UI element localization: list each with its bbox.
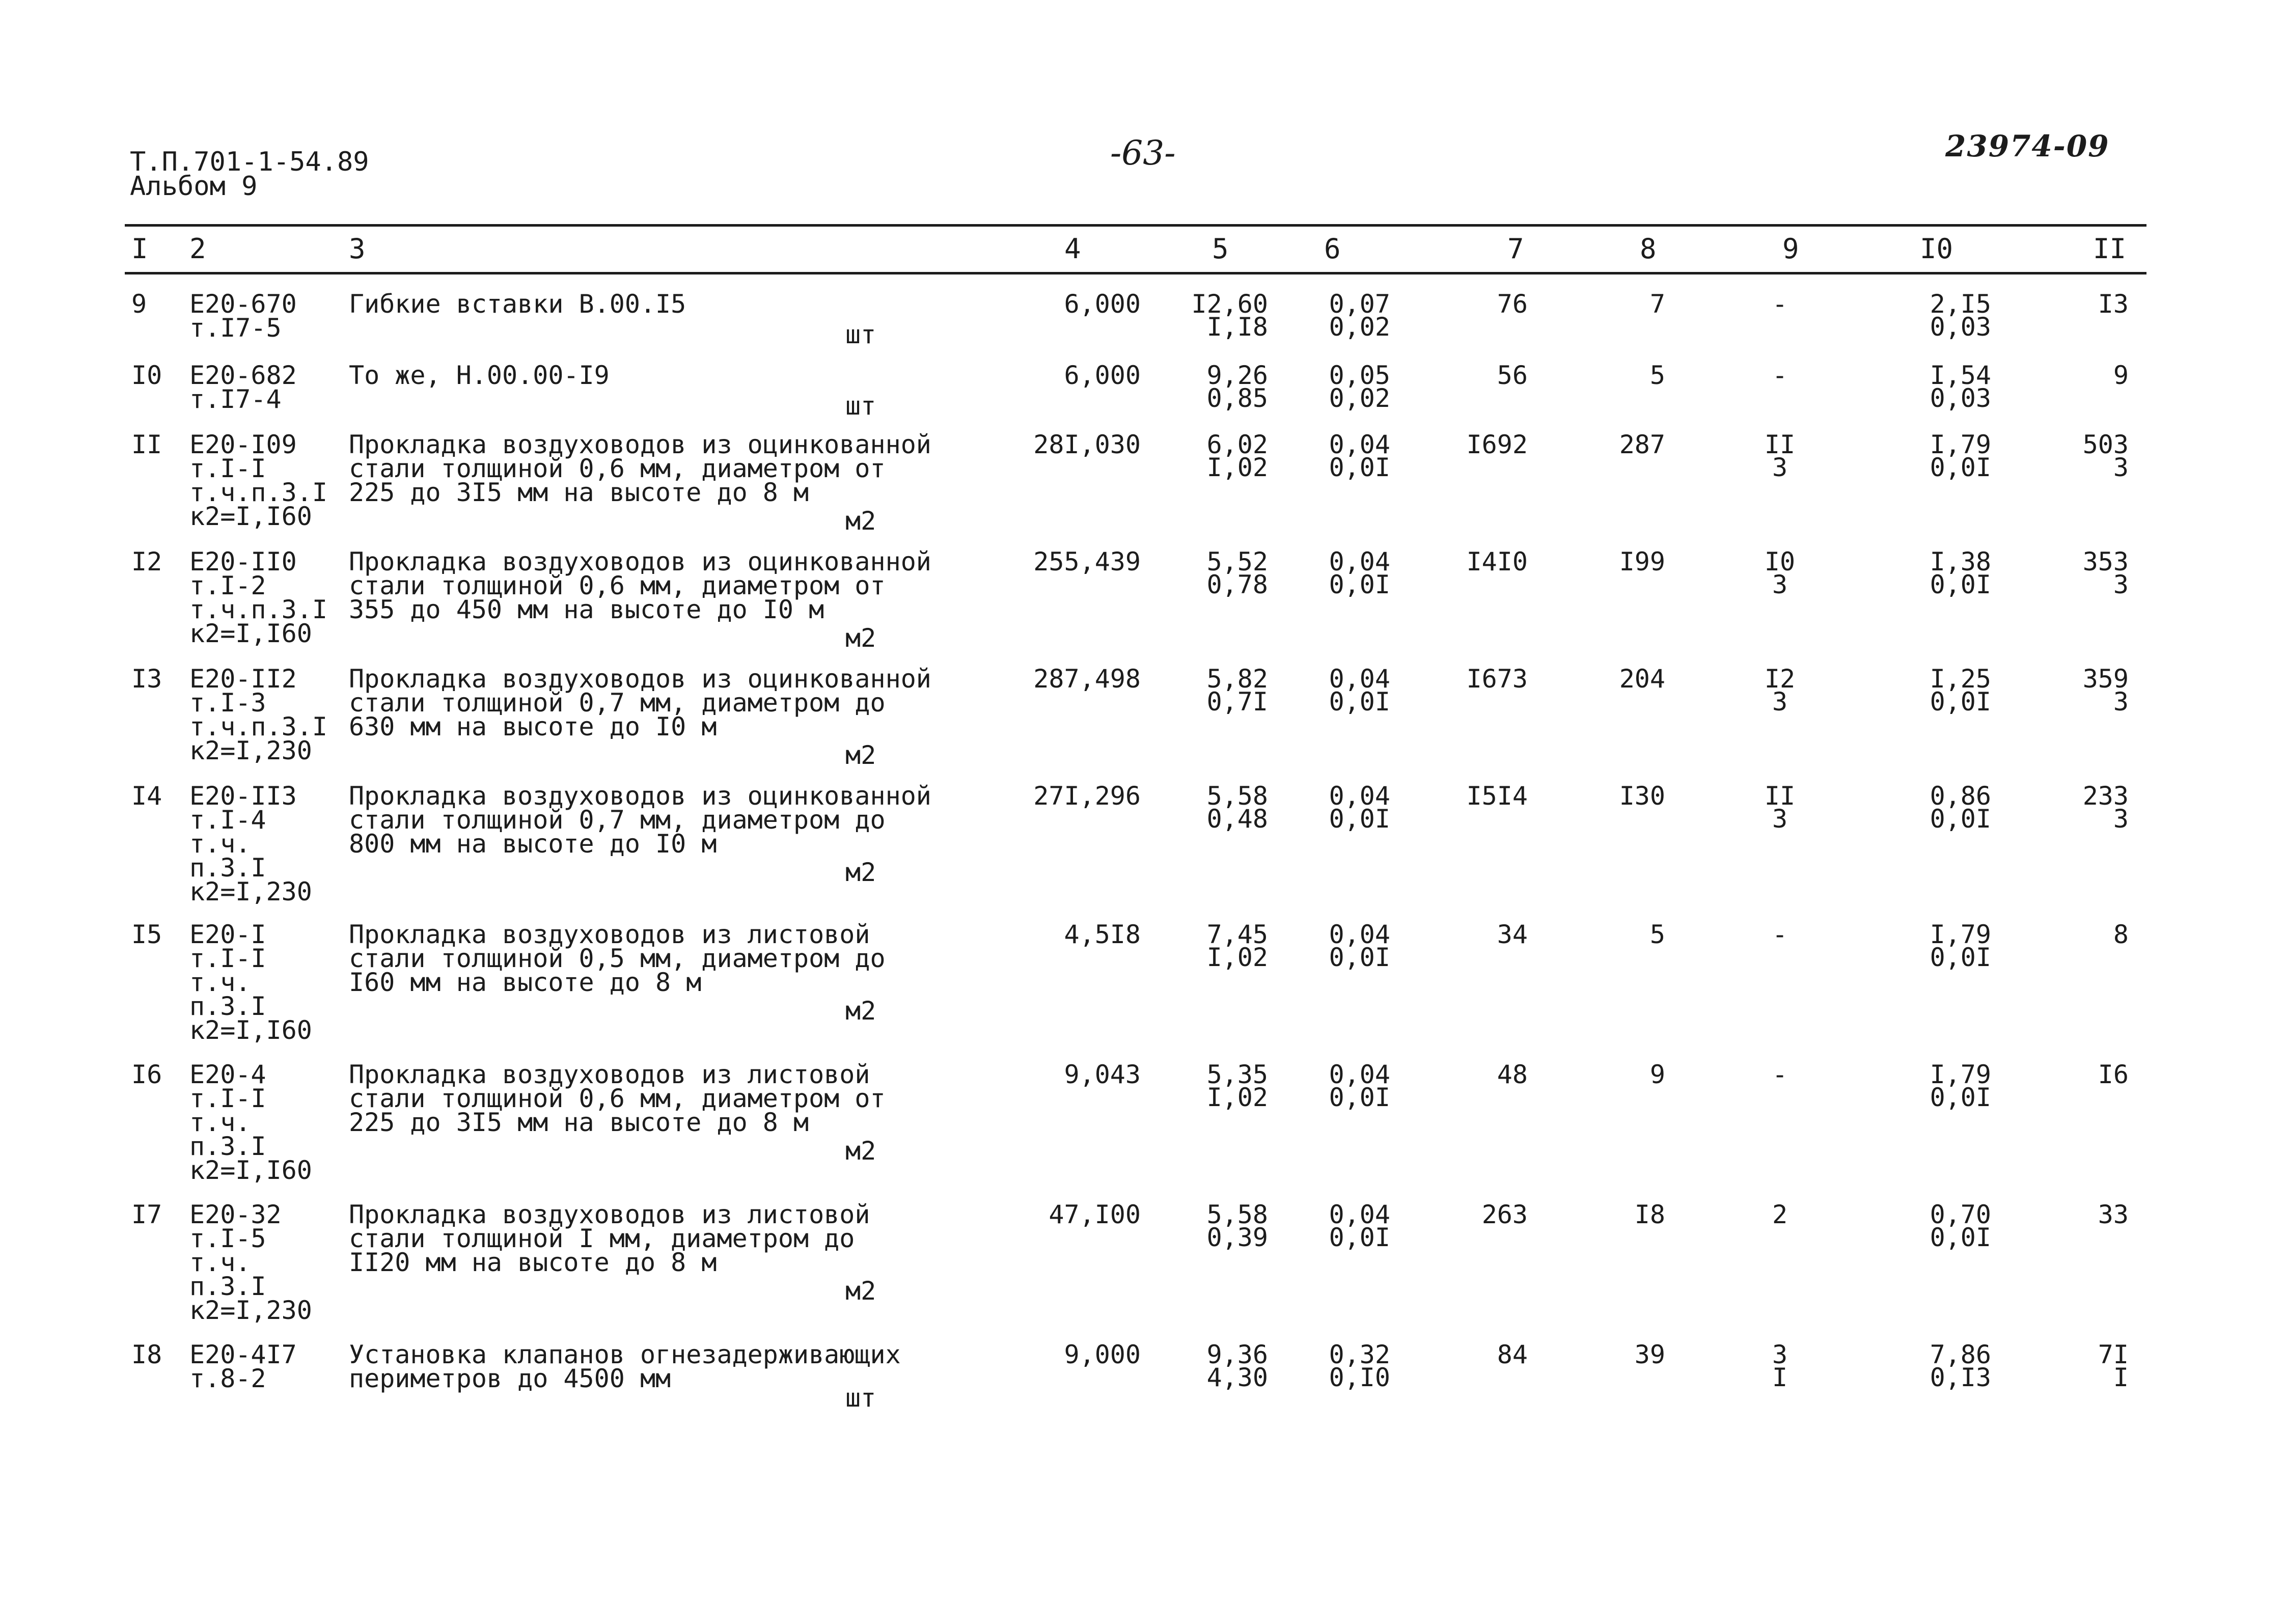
col8-value: 7: [1649, 289, 1665, 319]
col11-values-line: 3: [2113, 804, 2129, 834]
work-description-line: периметров до 4500 мм: [349, 1364, 671, 1393]
col8-value: 39: [1634, 1340, 1665, 1369]
col10-values-line: 0,0I: [1930, 943, 1991, 972]
col9-values: [1757, 1340, 1803, 1392]
col10-values-line: I,79: [1930, 920, 1991, 949]
resource-code-line: т.I-3: [189, 688, 266, 718]
col9-values-line: -: [1772, 1060, 1788, 1089]
col11-values-line: I3: [2098, 289, 2129, 319]
col7-value: 56: [1497, 361, 1528, 390]
col10-values-line: 0,0I: [1930, 570, 1991, 599]
resource-code-line: к2=I,I60: [189, 1015, 312, 1045]
col6-values-line: 0,04: [1329, 430, 1390, 459]
work-description-line: стали толщиной 0,5 мм, диаметром до: [349, 944, 886, 973]
col10-values-line: I,79: [1930, 1060, 1991, 1089]
resource-code-line: п.3.I: [189, 853, 266, 883]
col8-value: 5: [1649, 361, 1665, 390]
col10-values: [1915, 1060, 1991, 1112]
col11-values: [2078, 1340, 2129, 1392]
col9-values-line: 3: [1772, 570, 1788, 599]
work-description-line: стали толщиной 0,7 мм, диаметром до: [349, 805, 886, 835]
col9-values: [1757, 664, 1803, 717]
resource-code-line: к2=I,I60: [189, 1155, 312, 1185]
quantity-value: 4,5I8: [1064, 920, 1141, 949]
col10-values: [1915, 920, 1991, 972]
col6-values-line: 0,0I: [1329, 687, 1390, 717]
col6-values: [1314, 1060, 1390, 1112]
col11-values-line: 3: [2113, 570, 2129, 599]
col9-values: [1757, 1200, 1803, 1229]
row-number: I0: [131, 361, 162, 390]
col8-value: I8: [1634, 1200, 1665, 1229]
resource-code-line: т.8-2: [189, 1364, 266, 1393]
resource-code-line: т.I-5: [189, 1224, 266, 1253]
col8-value: I30: [1619, 781, 1665, 811]
resource-code: [189, 289, 297, 343]
col10-values-line: 0,70: [1930, 1200, 1991, 1229]
resource-code-line: т.ч.: [189, 968, 251, 997]
resource-code: [189, 1340, 297, 1393]
col10-values: [1915, 1340, 1991, 1392]
col5-values: [1187, 289, 1268, 342]
col-header-3: 3: [349, 233, 366, 265]
resource-code-line: п.3.I: [189, 992, 266, 1021]
album-label: Альбом 9: [130, 171, 258, 202]
resource-code: [189, 430, 327, 531]
col10-values-line: 2,I5: [1930, 289, 1991, 319]
work-description-line: То же, Н.00.00-I9: [349, 361, 610, 390]
quantity-value: 28I,030: [1033, 430, 1141, 459]
work-description: [349, 361, 909, 390]
work-description-line: Прокладка воздуховодов из листовой: [349, 920, 870, 949]
row-number: 9: [131, 289, 147, 319]
row-number: I8: [131, 1340, 162, 1369]
resource-code: [189, 781, 312, 906]
col9-values-line: II: [1764, 781, 1796, 811]
col6-values: [1314, 920, 1390, 972]
col5-values-line: 6,02: [1206, 430, 1268, 459]
resource-code-line: Е20-II3: [189, 781, 297, 811]
col10-values: [1915, 1200, 1991, 1252]
resource-code-line: т.I-I: [189, 1084, 266, 1113]
col5-values-line: 0,39: [1206, 1223, 1268, 1252]
work-description: [349, 1200, 909, 1277]
col11-values-line: I6: [2098, 1060, 2129, 1089]
col10-values-line: I,38: [1930, 547, 1991, 576]
col10-values-line: I,79: [1930, 430, 1991, 459]
quantity-value: 6,000: [1064, 361, 1141, 390]
col-header-7: 7: [1507, 233, 1524, 265]
col6-values-line: 0,04: [1329, 1200, 1390, 1229]
work-description-line: Прокладка воздуховодов из листовой: [349, 1200, 870, 1229]
col6-values-line: 0,04: [1329, 920, 1390, 949]
resource-code-line: т.I-4: [189, 805, 266, 835]
col5-values-line: 9,36: [1206, 1340, 1268, 1369]
col5-values-line: 0,48: [1206, 804, 1268, 834]
resource-code-line: Е20-I09: [189, 430, 297, 459]
col9-values: [1757, 430, 1803, 482]
col9-values-line: 3: [1772, 804, 1788, 834]
resource-code: [189, 920, 312, 1045]
quantity-value: 9,043: [1064, 1060, 1141, 1089]
row-number: I3: [131, 664, 162, 694]
work-description-line: II20 мм на высоте до 8 м: [349, 1248, 717, 1277]
work-description-line: 225 до 3I5 мм на высоте до 8 м: [349, 478, 809, 507]
resource-code-line: т.ч.п.3.I: [189, 712, 327, 741]
col6-values: [1314, 361, 1390, 413]
col5-values-line: 5,58: [1206, 781, 1268, 811]
unit-label: м2: [845, 858, 876, 887]
col9-values: [1757, 920, 1803, 949]
col6-values-line: 0,05: [1329, 361, 1390, 390]
resource-code-line: т.I-I: [189, 944, 266, 973]
col11-values-line: 33: [2098, 1200, 2129, 1229]
col7-value: 76: [1497, 289, 1528, 319]
col9-values-line: 3: [1772, 453, 1788, 482]
resource-code-line: Е20-4I7: [189, 1340, 297, 1369]
col10-values-line: 0,0I: [1930, 453, 1991, 482]
col9-values-line: 2: [1772, 1200, 1788, 1229]
unit-label: м2: [845, 506, 876, 536]
col6-values-line: 0,0I: [1329, 943, 1390, 972]
col5-values: [1187, 430, 1268, 482]
col9-values: [1757, 289, 1803, 319]
col11-values-line: 3: [2113, 687, 2129, 717]
col6-values-line: 0,32: [1329, 1340, 1390, 1369]
unit-label: м2: [845, 1136, 876, 1166]
row-number: I7: [131, 1200, 162, 1229]
col5-values-line: 7,45: [1206, 920, 1268, 949]
col11-values-line: 503: [2082, 430, 2129, 459]
col9-values: [1757, 547, 1803, 599]
work-description-line: Прокладка воздуховодов из листовой: [349, 1060, 870, 1089]
col10-values: [1915, 289, 1991, 342]
page-number: -63-: [1110, 133, 1176, 173]
col9-values: [1757, 361, 1803, 390]
col-header-4: 4: [1064, 233, 1081, 265]
col6-values-line: 0,04: [1329, 547, 1390, 576]
work-description: [349, 664, 931, 741]
col10-values-line: 7,86: [1930, 1340, 1991, 1369]
resource-code: [189, 1200, 312, 1325]
col10-values-line: 0,03: [1930, 312, 1991, 342]
work-description-line: 355 до 450 мм на высоте до I0 м: [349, 595, 824, 624]
col6-values-line: 0,0I: [1329, 1223, 1390, 1252]
work-description-line: стали толщиной I мм, диаметром до: [349, 1224, 855, 1253]
col7-value: I692: [1466, 430, 1528, 459]
unit-label: шт: [845, 391, 876, 421]
col11-values: [2078, 1200, 2129, 1229]
resource-code-line: Е20-670: [189, 289, 297, 319]
col5-values-line: 5,52: [1206, 547, 1268, 576]
col6-values-line: 0,I0: [1329, 1363, 1390, 1392]
work-description-line: Прокладка воздуховодов из оцинкованной: [349, 430, 931, 459]
col11-values-line: 359: [2082, 664, 2129, 694]
col10-values-line: 0,0I: [1930, 1083, 1991, 1112]
col9-values: [1757, 1060, 1803, 1089]
resource-code-line: т.I-I: [189, 454, 266, 483]
col5-values-line: 9,26: [1206, 361, 1268, 390]
col10-values-line: I,54: [1930, 361, 1991, 390]
resource-code-line: т.ч.п.3.I: [189, 595, 327, 624]
col5-values-line: I,02: [1206, 1083, 1268, 1112]
col11-values-line: I: [2113, 1363, 2129, 1392]
col10-values-line: 0,0I: [1930, 804, 1991, 834]
col9-values-line: I: [1772, 1363, 1788, 1392]
work-description-line: I60 мм на высоте до 8 м: [349, 968, 702, 997]
work-description-line: 225 до 3I5 мм на высоте до 8 м: [349, 1108, 809, 1137]
col-header-9: 9: [1782, 233, 1799, 265]
unit-label: м2: [845, 1276, 876, 1306]
resource-code-line: т.ч.п.3.I: [189, 478, 327, 507]
col11-values: [2078, 289, 2129, 319]
col10-values: [1915, 664, 1991, 717]
col5-values-line: I,02: [1206, 943, 1268, 972]
work-description-line: Установка клапанов огнезадерживающих: [349, 1340, 901, 1369]
col7-value: 34: [1497, 920, 1528, 949]
col7-value: I5I4: [1466, 781, 1528, 811]
col9-values-line: 3: [1772, 1340, 1788, 1369]
col10-values: [1915, 547, 1991, 599]
col9-values-line: 3: [1772, 687, 1788, 717]
col11-values-line: 3: [2113, 453, 2129, 482]
work-description-line: Гибкие вставки В.00.I5: [349, 289, 686, 319]
col5-values: [1187, 920, 1268, 972]
resource-code-line: Е20-32: [189, 1200, 282, 1229]
work-description-line: Прокладка воздуховодов из оцинкованной: [349, 781, 931, 811]
quantity-value: 9,000: [1064, 1340, 1141, 1369]
work-description: [349, 781, 931, 859]
resource-code: [189, 664, 327, 765]
col8-value: I99: [1619, 547, 1665, 576]
col11-values: [2078, 361, 2129, 390]
unit-label: м2: [845, 623, 876, 653]
col10-values-line: 0,86: [1930, 781, 1991, 811]
resource-code-line: Е20-4: [189, 1060, 266, 1089]
col7-value: 263: [1481, 1200, 1528, 1229]
quantity-value: 287,498: [1033, 664, 1141, 694]
work-description-line: стали толщиной 0,6 мм, диаметром от: [349, 1084, 886, 1113]
work-description: [349, 547, 931, 624]
work-description: [349, 1340, 909, 1393]
col-header-6: 6: [1324, 233, 1341, 265]
col5-values: [1187, 1060, 1268, 1112]
resource-code-line: т.ч.: [189, 1108, 251, 1137]
col6-values-line: 0,0I: [1329, 570, 1390, 599]
unit-label: м2: [845, 996, 876, 1026]
col11-values-line: 353: [2082, 547, 2129, 576]
col8-value: 204: [1619, 664, 1665, 694]
col6-values-line: 0,0I: [1329, 1083, 1390, 1112]
col5-values: [1187, 1340, 1268, 1392]
col7-value: I4I0: [1466, 547, 1528, 576]
col9-values-line: -: [1772, 920, 1788, 949]
col5-values-line: I,I8: [1206, 312, 1268, 342]
col6-values: [1314, 547, 1390, 599]
col7-value: 48: [1497, 1060, 1528, 1089]
col5-values: [1187, 664, 1268, 717]
col6-values: [1314, 1340, 1390, 1392]
row-number: II: [131, 430, 162, 459]
col6-values-line: 0,0I: [1329, 804, 1390, 834]
resource-code-line: к2=I,I60: [189, 502, 312, 531]
col11-values: [2078, 664, 2129, 717]
row-number: I6: [131, 1060, 162, 1089]
col-header-1: I: [131, 233, 148, 265]
col10-values-line: I,25: [1930, 664, 1991, 694]
col5-values: [1187, 781, 1268, 834]
table-header-rule: [125, 272, 2146, 274]
col5-values-line: 0,7I: [1206, 687, 1268, 717]
col5-values-line: 0,85: [1206, 383, 1268, 413]
resource-code: [189, 1060, 312, 1185]
resource-code-line: Е20-II2: [189, 664, 297, 694]
col6-values-line: 0,07: [1329, 289, 1390, 319]
col8-value: 5: [1649, 920, 1665, 949]
document-code: Т.П.701-1-54.89: [130, 147, 369, 177]
col5-values-line: I,02: [1206, 453, 1268, 482]
unit-label: м2: [845, 740, 876, 770]
work-description-line: стали толщиной 0,6 мм, диаметром от: [349, 571, 886, 600]
quantity-value: 27I,296: [1033, 781, 1141, 811]
sheet-code: 23974-09: [1945, 129, 2110, 163]
work-description: [349, 289, 909, 319]
col5-values-line: 5,82: [1206, 664, 1268, 694]
quantity-value: 47,I00: [1049, 1200, 1141, 1229]
col5-values-line: 0,78: [1206, 570, 1268, 599]
resource-code-line: к2=I,230: [189, 736, 312, 765]
col9-values: [1757, 781, 1803, 834]
col11-values: [2078, 547, 2129, 599]
resource-code-line: п.3.I: [189, 1132, 266, 1161]
col6-values-line: 0,04: [1329, 1060, 1390, 1089]
col6-values: [1314, 781, 1390, 834]
col8-value: 287: [1619, 430, 1665, 459]
row-number: I5: [131, 920, 162, 949]
col11-values: [2078, 781, 2129, 834]
col9-values-line: II: [1764, 430, 1796, 459]
col10-values-line: 0,0I: [1930, 1223, 1991, 1252]
col6-values-line: 0,0I: [1329, 453, 1390, 482]
resource-code-line: т.ч.: [189, 1248, 251, 1277]
work-description-line: 630 мм на высоте до I0 м: [349, 712, 717, 741]
col-header-8: 8: [1640, 233, 1657, 265]
col11-values-line: 233: [2082, 781, 2129, 811]
col10-values-line: 0,0I: [1930, 687, 1991, 717]
resource-code-line: Е20-II0: [189, 547, 297, 576]
col6-values-line: 0,04: [1329, 664, 1390, 694]
col7-value: I673: [1466, 664, 1528, 694]
resource-code-line: п.3.I: [189, 1272, 266, 1301]
col9-values-line: -: [1772, 289, 1788, 319]
col6-values-line: 0,02: [1329, 383, 1390, 413]
col10-values: [1915, 361, 1991, 413]
resource-code-line: т.ч.: [189, 829, 251, 859]
col11-values-line: 8: [2113, 920, 2129, 949]
work-description-line: стали толщиной 0,7 мм, диаметром до: [349, 688, 886, 718]
resource-code-line: к2=I,230: [189, 1296, 312, 1325]
work-description-line: стали толщиной 0,6 мм, диаметром от: [349, 454, 886, 483]
col-header-2: 2: [189, 233, 206, 265]
table-top-rule: [125, 224, 2146, 227]
col9-values-line: -: [1772, 361, 1788, 390]
work-description: [349, 430, 931, 507]
col10-values: [1915, 430, 1991, 482]
col6-values: [1314, 289, 1390, 342]
resource-code-line: к2=I,I60: [189, 619, 312, 648]
resource-code-line: т.I7-4: [189, 384, 282, 414]
col-header-10: I0: [1920, 233, 1953, 265]
unit-label: шт: [845, 1383, 876, 1413]
col9-values-line: I0: [1764, 547, 1796, 576]
work-description: [349, 920, 909, 997]
resource-code-line: Е20-682: [189, 361, 297, 390]
row-number: I4: [131, 781, 162, 811]
col9-values-line: I2: [1764, 664, 1796, 694]
resource-code-line: т.I7-5: [189, 313, 282, 343]
unit-label: шт: [845, 320, 876, 349]
col5-values: [1187, 361, 1268, 413]
col11-values: [2078, 1060, 2129, 1089]
col5-values: [1187, 547, 1268, 599]
resource-code-line: к2=I,230: [189, 877, 312, 906]
col5-values-line: I2,60: [1191, 289, 1268, 319]
col-header-5: 5: [1212, 233, 1229, 265]
col5-values: [1187, 1200, 1268, 1252]
quantity-value: 255,439: [1033, 547, 1141, 576]
resource-code-line: т.I-2: [189, 571, 266, 600]
col5-values-line: 4,30: [1206, 1363, 1268, 1392]
resource-code-line: Е20-I: [189, 920, 266, 949]
resource-code: [189, 547, 327, 648]
col6-values-line: 0,04: [1329, 781, 1390, 811]
work-description-line: Прокладка воздуховодов из оцинкованной: [349, 664, 931, 694]
col7-value: 84: [1497, 1340, 1528, 1369]
col11-values-line: 9: [2113, 361, 2129, 390]
resource-code: [189, 361, 297, 414]
work-description-line: 800 мм на высоте до I0 м: [349, 829, 717, 859]
col6-values-line: 0,02: [1329, 312, 1390, 342]
col5-values-line: 5,58: [1206, 1200, 1268, 1229]
col6-values: [1314, 664, 1390, 717]
work-description: [349, 1060, 909, 1137]
col10-values-line: 0,I3: [1930, 1363, 1991, 1392]
col6-values: [1314, 430, 1390, 482]
col10-values-line: 0,03: [1930, 383, 1991, 413]
col11-values: [2078, 920, 2129, 949]
col8-value: 9: [1649, 1060, 1665, 1089]
col6-values: [1314, 1200, 1390, 1252]
col5-values-line: 5,35: [1206, 1060, 1268, 1089]
col11-values: [2078, 430, 2129, 482]
col10-values: [1915, 781, 1991, 834]
quantity-value: 6,000: [1064, 289, 1141, 319]
work-description-line: Прокладка воздуховодов из оцинкованной: [349, 547, 931, 576]
row-number: I2: [131, 547, 162, 576]
col11-values-line: 7I: [2098, 1340, 2129, 1369]
col-header-11: II: [2093, 233, 2127, 265]
